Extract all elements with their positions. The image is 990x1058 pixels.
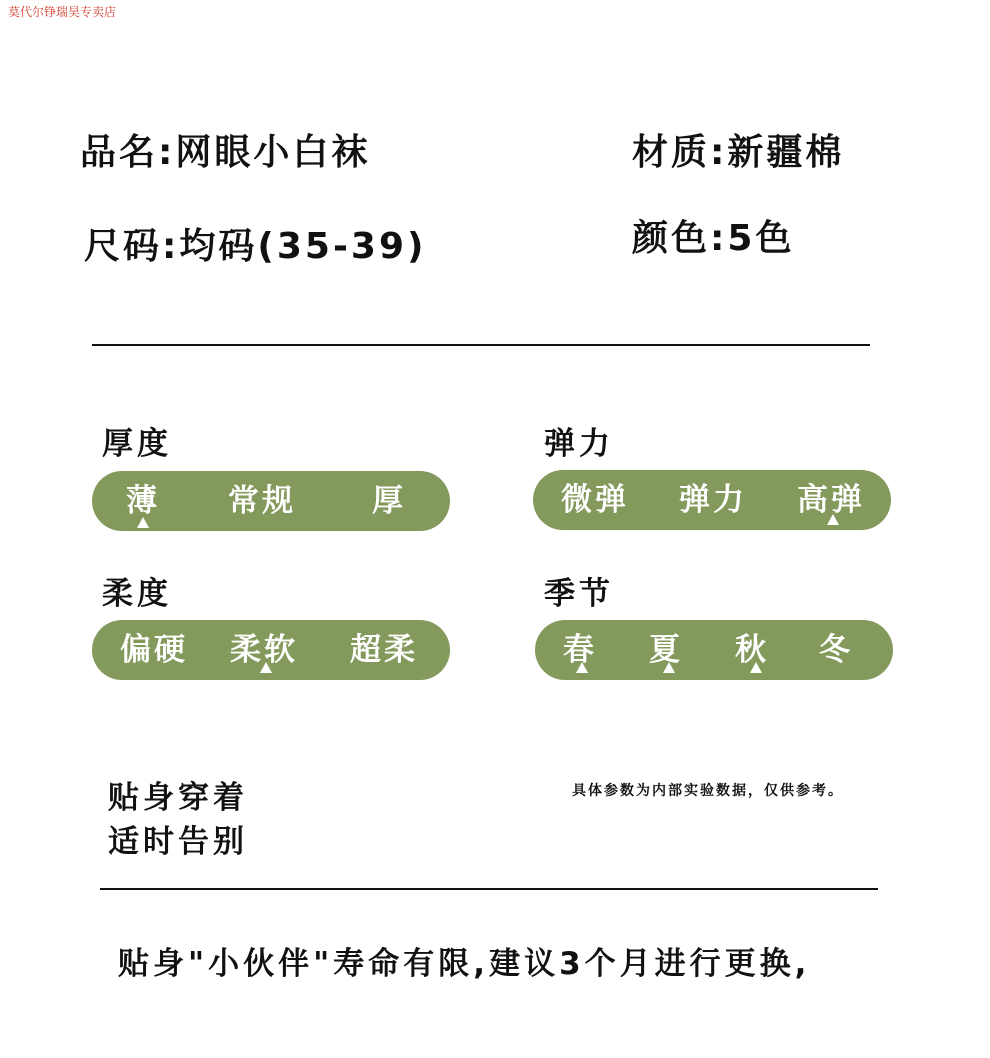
- thickness-thin-marker-icon: [137, 517, 149, 528]
- size-separator: :: [162, 226, 180, 267]
- elasticity-option-slight: 微弹: [561, 482, 629, 518]
- top-divider: [92, 344, 870, 346]
- season-option-autumn: 秋: [735, 632, 769, 668]
- thickness-title: 厚度: [102, 426, 172, 462]
- product-name-separator: :: [158, 132, 176, 173]
- season-option-summer: 夏: [649, 632, 683, 668]
- thickness-option-regular: 常规: [228, 483, 296, 519]
- season-autumn-marker-icon: [750, 662, 762, 673]
- color-label: 颜色: [632, 218, 711, 259]
- season-option-spring: 春: [563, 632, 597, 668]
- season-summer-marker-icon: [663, 662, 675, 673]
- thickness-option-thin: 薄: [126, 483, 160, 519]
- size-label: 尺码: [84, 226, 163, 267]
- softness-option-soft: 柔软: [230, 632, 298, 668]
- material-label: 材质: [632, 132, 711, 173]
- season-spring-marker-icon: [576, 662, 588, 673]
- softness-title: 柔度: [102, 576, 172, 612]
- thickness-scale: [92, 471, 450, 531]
- care-note-line-2: 适时告别: [108, 824, 248, 860]
- elasticity-option-high: 高弹: [797, 482, 865, 518]
- bottom-divider: [100, 888, 878, 890]
- size-row: [84, 218, 426, 269]
- product-name-value: 网眼小白袜: [175, 132, 371, 173]
- elasticity-scale: [533, 470, 891, 530]
- shop-watermark: 莫代尔铮瑞昊专卖店: [8, 5, 117, 19]
- softness-option-hard: 偏硬: [120, 632, 188, 668]
- softness-scale: [92, 620, 450, 680]
- softness-option-super-soft: 超柔: [350, 632, 418, 668]
- replacement-advice: 贴身"小伙伴"寿命有限,建议3个月进行更换,: [118, 946, 811, 982]
- product-name-label: 品名: [80, 132, 159, 173]
- material-value: 新疆棉: [727, 132, 845, 173]
- softness-soft-marker-icon: [260, 662, 272, 673]
- care-note-line-1: 贴身穿着: [108, 780, 248, 816]
- product-name-row: [80, 124, 370, 175]
- season-title: 季节: [544, 576, 614, 612]
- material-separator: :: [710, 132, 728, 173]
- disclaimer-text: 具体参数为内部实验数据，仅供参考。: [572, 783, 844, 799]
- thickness-option-thick: 厚: [372, 483, 406, 519]
- material-row: [632, 124, 844, 175]
- color-separator: :: [710, 218, 728, 259]
- color-value: 5色: [727, 218, 795, 259]
- color-row: [632, 210, 794, 261]
- elasticity-high-marker-icon: [827, 514, 839, 525]
- care-note: [108, 776, 248, 864]
- elasticity-title: 弹力: [544, 426, 614, 462]
- season-option-winter: 冬: [819, 632, 853, 668]
- elasticity-option-elastic: 弹力: [679, 482, 747, 518]
- size-value: 均码(35-39): [179, 226, 427, 267]
- season-scale: [535, 620, 893, 680]
